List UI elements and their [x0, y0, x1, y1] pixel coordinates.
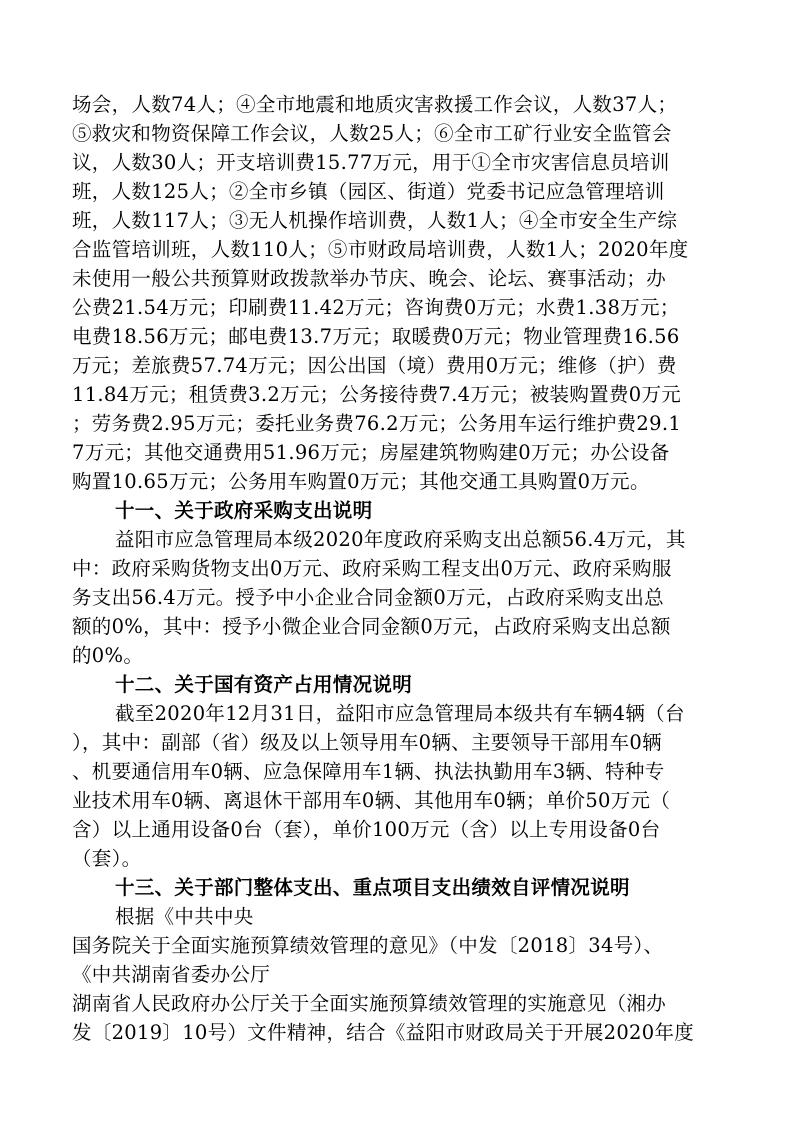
text-line: 议，人数30人；开支培训费15.77万元，用于①全市灾害信息员培训	[72, 151, 670, 174]
text-line: 万元；差旅费57.74万元；因公出国（境）费用0万元；维修（护）费	[72, 354, 677, 377]
text-line: 业技术用车0辆、离退休干部用车0辆、其他用车0辆；单价50万元（	[72, 789, 671, 812]
text-line: 、机要通信用车0辆、应急保障用车1辆、执法执勤用车3辆、特种专	[72, 760, 665, 783]
text-line: 班，人数117人；③无人机操作培训费，人数1人；④全市安全生产综	[72, 209, 678, 232]
section-heading-11: 十一、关于政府采购支出说明	[115, 499, 373, 522]
text-line: ⑤救灾和物资保障工作会议，人数25人；⑥全市工矿行业安全监管会	[72, 122, 672, 145]
text-line: 电费18.56万元；邮电费13.7万元；取暖费0万元；物业管理费16.56	[72, 325, 680, 348]
text-line: 《中共湖南省委办公厅	[72, 963, 271, 986]
text-line: 购置10.65万元；公务用车购置0万元；其他交通工具购置0万元。	[72, 470, 650, 493]
text-line: ），其中：副部（省）级及以上领导用车0辆、主要领导干部用车0辆	[72, 731, 662, 754]
text-line: 根据《中共中央	[115, 905, 254, 928]
text-line: 合监管培训班，人数110人；⑤市财政局培训费，人数1人；2020年度	[72, 238, 689, 261]
text-line: 额的0%，其中：授予小微企业合同金额0万元，占政府采购支出总额	[72, 615, 671, 638]
text-line: 公费21.54万元；印刷费11.42万元；咨询费0万元；水费1.38万元；	[72, 296, 680, 319]
text-line: 未使用一般公共预算财政拨款举办节庆、晚会、论坛、赛事活动；办	[72, 267, 667, 290]
text-line: 7万元；其他交通费用51.96万元；房屋建筑物购建0万元；办公设备	[72, 441, 670, 464]
text-line: 的0%。	[72, 644, 144, 667]
text-line: ；劳务费2.95万元；委托业务费76.2万元；公务用车运行维护费29.1	[72, 412, 682, 435]
text-line: 益阳市应急管理局本级2020年度政府采购支出总额56.4万元，其	[115, 528, 686, 551]
text-line: 发〔2019〕10号）文件精神，结合《益阳市财政局关于开展2020年度	[72, 1021, 695, 1044]
section-heading-13: 十三、关于部门整体支出、重点项目支出绩效自评情况说明	[115, 876, 630, 899]
section-heading-12: 十二、关于国有资产占用情况说明	[115, 673, 413, 696]
text-line: 湖南省人民政府办公厅关于全面实施预算绩效管理的实施意见（湘办	[72, 992, 667, 1015]
text-line: （套）。	[72, 847, 142, 870]
text-line: 含）以上通用设备0台（套），单价100万元（含）以上专用设备0台	[72, 818, 661, 841]
text-line: 11.84万元；租赁费3.2万元；公务接待费7.4万元；被装购置费0万元	[72, 383, 682, 406]
text-line: 截至2020年12月31日，益阳市应急管理局本级共有车辆4辆（台	[115, 702, 685, 725]
text-line: 场会，人数74人；④全市地震和地质灾害救援工作会议，人数37人；	[72, 93, 678, 116]
text-line: 国务院关于全面实施预算绩效管理的意见》（中发〔2018〕34号）、	[72, 934, 664, 957]
text-line: 班，人数125人；②全市乡镇（园区、街道）党委书记应急管理培训	[72, 180, 665, 203]
text-line: 务支出56.4万元。授予中小企业合同金额0万元，占政府采购支出总	[72, 586, 664, 609]
text-line: 中：政府采购货物支出0万元、政府采购工程支出0万元、政府采购服	[72, 557, 672, 580]
